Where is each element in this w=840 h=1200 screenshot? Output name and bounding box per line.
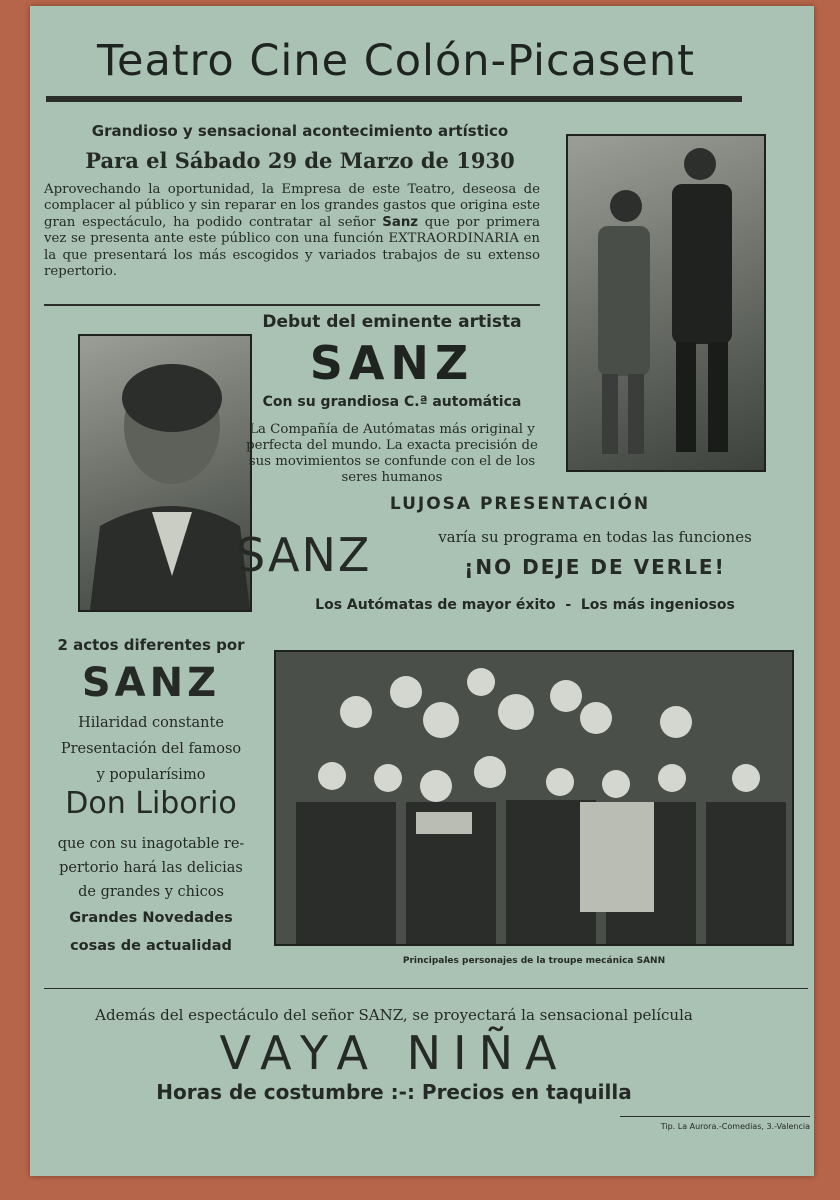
automata-tagline: Los Autómatas de mayor éxito - Los más ingeniosos [315, 597, 735, 613]
subtitle: Grandioso y sensacional acontecimiento artístico [91, 122, 509, 140]
portrait-photo [78, 334, 252, 612]
debut-heading: Debut del eminente artista [262, 312, 522, 332]
portrait-figure [80, 336, 250, 610]
acts-line-3: y popularísimo [96, 767, 206, 783]
liborio-line-2: pertorio hará las delicias [59, 860, 243, 876]
liborio-line-1: que con su inagotable re- [57, 836, 245, 852]
troupe-photo [274, 650, 794, 946]
novelties-line-1: Grandes Novedades [69, 910, 233, 926]
troupe-caption: Principales personajes de la troupe mecánica SANN [402, 956, 666, 966]
artist-name-headline: SANZ [309, 336, 475, 390]
program-note: varía su programa en todas las funciones [438, 528, 752, 546]
intro-paragraph [44, 182, 540, 280]
section-divider [44, 304, 540, 306]
film-announcement: Además del espectáculo del señor SANZ, se proyectará la sensacional película [95, 1006, 693, 1024]
performers-photo-figures [568, 136, 764, 470]
artist-name-acts: SANZ [81, 660, 221, 706]
intro-name: Sanz [382, 214, 419, 230]
acts-description [44, 710, 258, 788]
troupe-figures [276, 652, 792, 944]
page-title: Teatro Cine Colón-Picasent [97, 36, 695, 86]
title-divider [46, 96, 742, 102]
company-description: La Compañía de Autómatas más original y perfecta del mundo. La exacta precisión de sus movimientos se confunde con el de los seres humanos [246, 422, 538, 485]
acts-line-1: Hilaridad constante [78, 715, 224, 731]
don-liborio-title: Don Liborio [65, 786, 237, 821]
liborio-description [44, 832, 258, 904]
printer-credit: Tip. La Aurora.-Comedias, 3.-Valencia [660, 1122, 810, 1131]
event-date: Para el Sábado 29 de Marzo de 1930 [85, 148, 515, 173]
acts-line-2: Presentación del famoso [60, 741, 242, 757]
performers-photo [566, 134, 766, 472]
intro-text-before: Aprovechando la oportunidad, la Empresa de este Teatro, deseosa de complacer al público y sin reparar en los grandes gastos que origina este gran espectáculo, ha podido contratar al señor [44, 182, 540, 230]
presentation-heading: LUJOSA PRESENTACIÓN [389, 494, 651, 514]
acts-heading: 2 actos diferentes por [57, 636, 245, 654]
printer-rule [620, 1116, 810, 1117]
intro-text-after: que por primera vez se presenta ante este público con una función EXTRAORDINARIA en la que presentará los más escogidos y variados trabajos de su extenso repertorio. [44, 214, 541, 280]
film-title: VAYA NIÑA [219, 1026, 569, 1080]
novelties-line-2: cosas de actualidad [70, 938, 232, 954]
dont-miss-callout: ¡NO DEJE DE VERLE! [464, 555, 726, 579]
artist-name-secondary: SANZ [236, 528, 372, 582]
schedule-prices: Horas de costumbre :-: Precios en taquilla [156, 1080, 632, 1104]
company-line: Con su grandiosa C.ª automática [262, 394, 522, 410]
footer-divider [44, 988, 808, 989]
liborio-line-3: de grandes y chicos [78, 884, 224, 900]
novelties-note [44, 904, 258, 960]
